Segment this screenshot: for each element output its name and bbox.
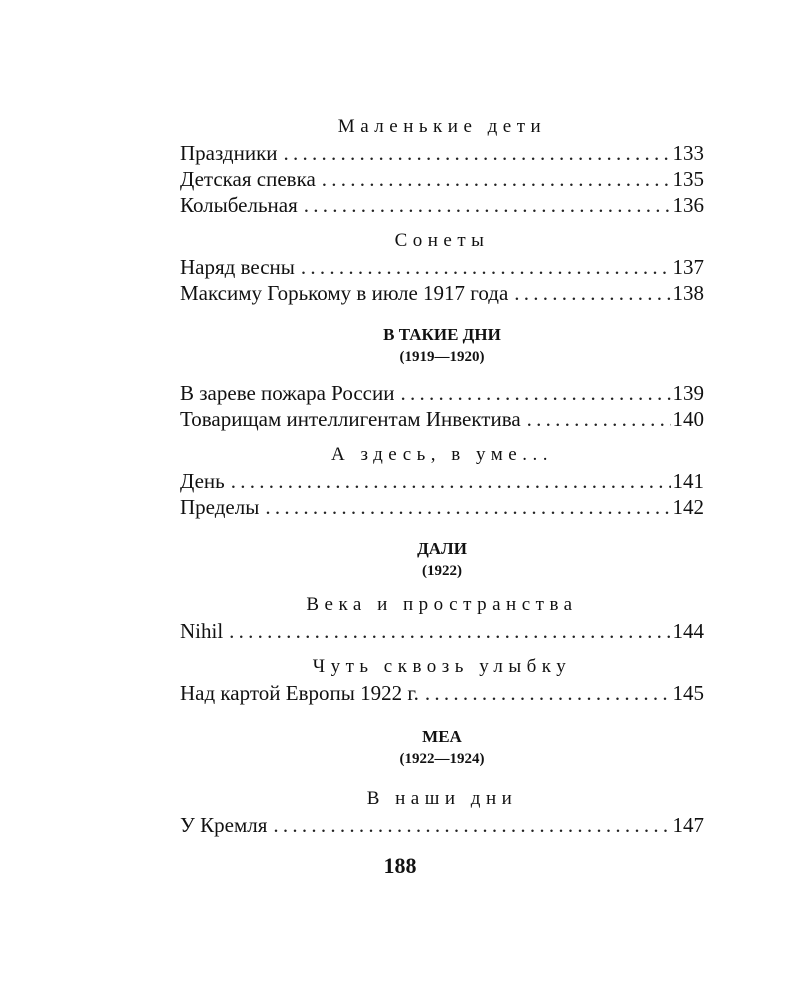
entry-page: 147: [672, 813, 704, 837]
entry-title: Детская спевка: [180, 167, 316, 191]
dot-leader: [301, 254, 671, 280]
entry-page: 136: [672, 193, 704, 217]
toc-entry: [180, 254, 704, 280]
entry-page: 138: [672, 281, 704, 305]
toc-entry: [180, 380, 704, 406]
section-years: (1919—1920): [399, 349, 485, 365]
entry-page: 141: [672, 469, 704, 493]
section-heading: В ТАКИЕ ДНИ: [383, 325, 501, 344]
toc-entry: [180, 618, 704, 644]
dot-leader: [273, 812, 670, 838]
dot-leader: [304, 192, 671, 218]
toc-entry: [180, 494, 704, 520]
dot-leader: [265, 494, 670, 520]
dot-leader: [231, 468, 671, 494]
entry-page: 139: [672, 381, 704, 405]
subsection-title: Чуть сквозь улыбку: [312, 656, 572, 677]
dot-leader: [322, 166, 671, 192]
entry-title: Товарищам интеллигентам Инвектива: [180, 407, 521, 431]
section-heading: ДАЛИ: [417, 539, 467, 558]
dot-leader: [400, 380, 670, 406]
subsection-title: А здесь, в уме...: [331, 444, 553, 465]
section-heading: МЕА: [422, 727, 462, 746]
entry-title: Пределы: [180, 495, 260, 519]
entry-title: Наряд весны: [180, 255, 295, 279]
toc-entry: [180, 192, 704, 218]
toc-entry: [180, 468, 704, 494]
subsection-title: Маленькие дети: [337, 116, 547, 137]
page-number: 188: [383, 853, 417, 878]
toc-entry: [180, 680, 704, 706]
section-years: (1922—1924): [399, 751, 485, 767]
dot-leader: [514, 280, 670, 306]
entry-page: 140: [672, 407, 704, 431]
entry-page: 144: [672, 619, 704, 643]
subsection-title: Сонеты: [394, 230, 490, 251]
entry-page: 133: [672, 141, 704, 165]
dot-leader: [229, 618, 670, 644]
dot-leader: [284, 140, 671, 166]
toc-entry: [180, 812, 704, 838]
entry-title: Праздники: [180, 141, 278, 165]
entry-title: Nihil: [180, 619, 224, 643]
section-years: (1922): [422, 563, 462, 579]
entry-title: В зареве пожара России: [180, 381, 395, 405]
toc-entry: [180, 406, 704, 432]
entry-title: У Кремля: [180, 813, 268, 837]
entry-title: Колыбельная: [180, 193, 298, 217]
entry-page: 137: [672, 255, 704, 279]
toc-entry: [180, 166, 704, 192]
entry-page: 145: [672, 681, 704, 705]
toc-entry: [180, 280, 704, 306]
subsection-title: Века и пространства: [306, 594, 578, 615]
entry-page: 142: [672, 495, 704, 519]
entry-title: Над картой Европы 1922 г.: [180, 681, 419, 705]
dot-leader: [527, 406, 671, 432]
toc-entry: [180, 140, 704, 166]
subsection-title: В наши дни: [366, 788, 518, 809]
entry-page: 135: [672, 167, 704, 191]
dot-leader: [425, 680, 671, 706]
table-of-contents: [180, 114, 704, 838]
entry-title: День: [180, 469, 225, 493]
entry-title: Максиму Горькому в июле 1917 года: [180, 281, 509, 305]
